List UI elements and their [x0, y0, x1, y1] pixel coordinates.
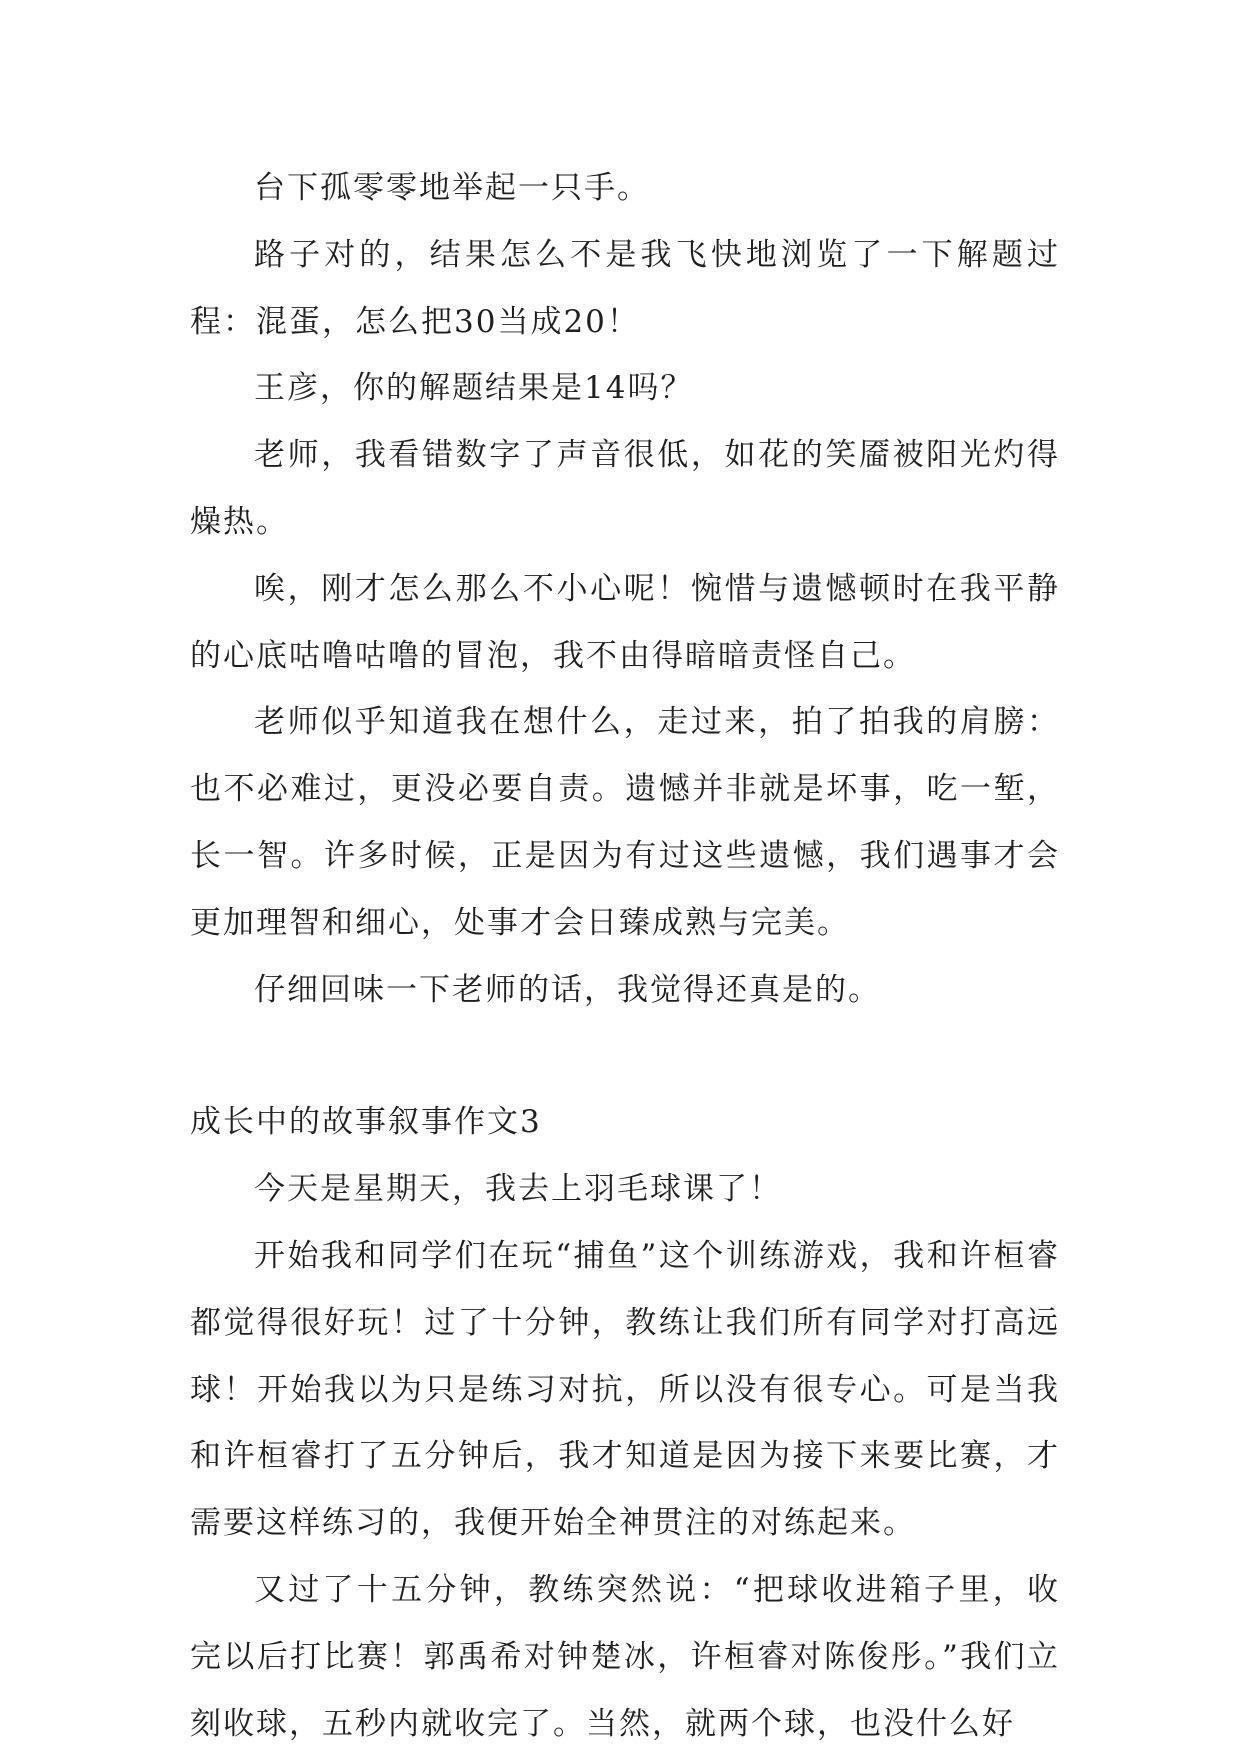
paragraph: 又过了十五分钟，教练突然说：“把球收进箱子里，收完以后打比赛！郭禹希对钟楚冰，许桓睿对陈俊彤。”我们立刻收球，五秒内就收完了。当然，就两个球，也没什么好 [190, 1571, 1060, 1742]
paragraph: 仔细回味一下老师的话，我觉得还真是的。 [254, 971, 881, 1008]
paragraph: 老师，我看错数字了声音很低，如花的笑靥被阳光灼得燥热。 [190, 437, 1060, 540]
paragraph: 路子对的，结果怎么不是我飞快地浏览了一下解题过程：混蛋，怎么把30当成20！ [190, 236, 1060, 340]
paragraph: 开始我和同学们在玩“捕鱼”这个训练游戏，我和许桓睿都觉得很好玩！过了十分钟，教练让我们所有同学对打高远球！开始我以为只是练习对抗，所以没有很专心。可是当我和许桓睿打了五分钟后，我才知道是因为接下来要比赛，才需要这样练习的，我便开始全神贯注的对练起来。 [190, 1237, 1060, 1542]
document-body [190, 155, 1060, 1757]
essay-title: 成长中的故事叙事作文3 [190, 1104, 542, 1141]
paragraph: 王彦，你的解题结果是14吗？ [254, 370, 694, 407]
paragraph: 台下孤零零地举起一只手。 [254, 170, 650, 206]
paragraph: 唉，刚才怎么那么不小心呢！惋惜与遗憾顿时在我平静的心底咕噜咕噜的冒泡，我不由得暗暗责怪自己。 [190, 570, 1060, 674]
paragraph: 老师似乎知道我在想什么，走过来，拍了拍我的肩膀：也不必难过，更没必要自责。遗憾并非就是坏事，吃一堑，长一智。许多时候，正是因为有过这些遗憾，我们遇事才会更加理智和细心，处事才会日臻成熟与完美。 [190, 704, 1060, 941]
paragraph: 今天是星期天，我去上羽毛球课了！ [254, 1171, 782, 1208]
